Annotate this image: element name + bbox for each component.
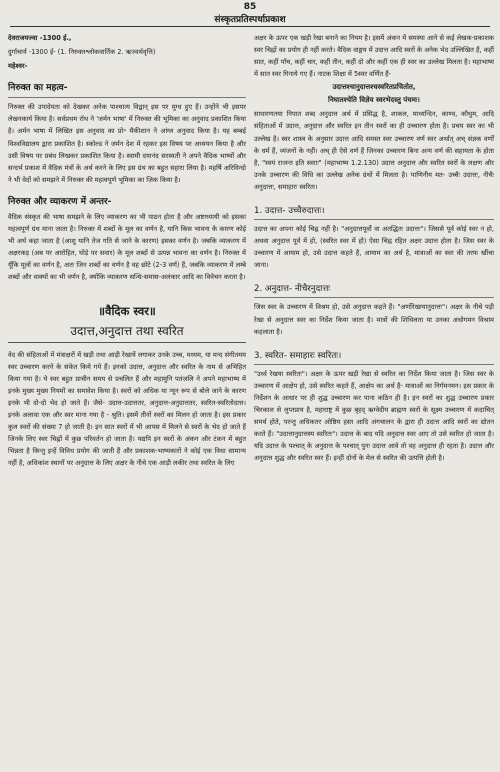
intro-line-1: देवराजयज्वा -1300 ई., — [8, 34, 72, 42]
grammar-paragraph: वैदिक संस्कृत की भाषा समझने के लिए व्याकरण का भी पाठन होता है और अष्टाध्यायी को इसका महत्वपूर्ण ग्रंथ माना जाता है। निरुक्त में शब्दों के मूल का वर्णन है, यानि किस भावना के कारण कोई भी अर्थ कहा जाता है (आशु यानि तेज गति से जाने के कारण) इसका वर्णन है। जबकि व्याकरण में अक्षरकड़ (अब पर आरोहित, घोड़े पर सवार) के मूल शब्दों से उत्पन्न भावना का वर्णन है। निरुक्त में यूँकि मूलों का वर्णन है, अतः जिन शब्दों का वर्णन है वह छोटे (2-3 वर्ण) हैं, जबकि व्याकरण में लम्बे शब्दों और वाक्यों का भी वर्णन है, क्योंकि व्याकरण सन्धि-समास-अलंकार आदि का विवेचन करता है। — [8, 212, 246, 282]
left-column — [8, 32, 246, 471]
running-title: संस्कृतप्रतिस्पर्धाप्रकाश — [214, 15, 286, 25]
vaidik-swar-subtitle: उदात्त,अनुदात्त तथा स्वरित — [8, 324, 246, 343]
page-number: 85 — [243, 2, 257, 12]
sadharan-paragraph: साधारणतया निपात शब्द अनुदात्त अर्थ में प्रसिद्ध है, शाकल, माध्यन्दिन, काण्व, कौथुम, आदि संहिताओं में उदात्त, अनुदात्त और स्वरित इन तीन स्वरों का ही उच्चारण होता है। प्रचय स्वर का भी उल्लेख है। स्वर शास्त्र के अनुसार उदात्त आदि समस्त स्वर उच्चारण वर्ण स्वर अर्थात् अच् संज्ञक वर्णों के धर्म हैं, व्यंजनों के नहीं। अच् ही ऐसे वर्ण हैं जिनका उच्चारण बिना अन्य वर्ण की सहायता के होता है, "स्वयं राजन्त इति स्वराः" (महाभाष्य 1.2.130) उदात्त अनुदात्त और स्वरित स्वरों के लक्षण और उनके उच्चारण की विधि का उल्लेख अनेक ग्रंथों में मिलता है। पाणिनीय मत- उच्चैः उदात्तः, नीचैः अनुदात्तः, समाहारः स्वरितः। — [254, 110, 494, 191]
udatta-rule — [254, 219, 494, 220]
swarit-heading: 3. स्वरित- समाहारः स्वरितः। — [254, 350, 342, 361]
vaidik-swar-title: ॥वैदिक स्वर॥ — [98, 303, 156, 318]
anudatta-rule — [254, 297, 494, 298]
intro-line-2: दुर्गाचार्य -1300 ई- (1. निरुक्तश्लोकवार्तिक 2. ऋज्वर्थवृत्ति) — [8, 48, 156, 57]
continued-paragraph: अक्षर के ऊपर एक खड़ी रेखा बनाने का नियम है। इसमें अंकन में समस्या आने से कई लेखक-प्रकाशक स्वर चिह्नों का प्रयोग ही नहीं करते। वैदिक वाङ्मय में उदात्त आदि स्वरों के अनेक भेद उल्लिखित हैं, कहीं सात, कहीं पाँच, कहीं चार, कहीं तीन, कहीं दो और कहीं एक ही स्वर का उल्लेख मिलता है। महाभाष्य में सात स्वर गिनाये गए हैं। नाटक शिक्षा में 5स्वर वर्णित हैं- — [254, 34, 494, 79]
intro-line-3: महेश्वर- — [8, 62, 28, 71]
right-column — [254, 32, 494, 466]
nirukt-rule — [8, 97, 246, 98]
nirukt-paragraph: निरुक्त की उपादेयता को देखकर अनेक पाश्चात्य विद्वान् इस पर मुग्ध हुए हैं। उन्होंने भी इसपर लेखनकार्य किया है। सर्वप्रथम रॉथ ने 'जर्मन भाषा' में निरुक्त की भूमिका का अनुवाद प्रकाशित किया है। अर्मन भाषा में लिखित इस अनुवाद का प्रो॰ मैकीशान ने आंग्ल अनुवाद किया है। यह बम्बई विश्वविद्यालय द्वारा प्रकाशित है। स्कोल्ड ने जर्मन देश में रहकर इस विषय पर अध्ययन किया है और उसी विषय पर प्रबंध लिखकर प्रकाशित किया है। स्वामी दयानंद सरस्वती ने अपने वैदिक भाष्यों और सन्दर्भ प्रकाश में वैदिक मंत्रों के अर्थ करने के लिए इस ग्रंथ का बहुत सहारा लिया है। महर्षि अरिविन्दो ने भी वेदों को समझने में निरुक्त की महत्वपूर्ण भूमिका का ज़िक किया है। — [8, 103, 246, 184]
anudatta-heading: 2. अनुदात्त- नीचैरनुदात्तः — [254, 284, 331, 295]
anudatta-paragraph: जिस स्वर के उच्चारण में विश्रम हो, उसे अनुदात्त कहते हैं। "अर्णोरेखायानुदात्तः"। अक्षर के नीचे पड़ी रेखा से अनुदात्त स्वर का निर्देश किया जाता है। मात्रों की शिथिलता या उनका अधोगमन विश्राम कहलाता है। — [254, 303, 494, 336]
swarit-rule — [254, 364, 494, 365]
swarit-paragraph: "उर्ध्व रेखया स्वरितः"। अक्षर के ऊपर खड़ी रेखा से स्वरित का निर्देश किया जाता है। जिस स्वर के उच्चारण में आक्षेप हो, उसे स्वरित कहते हैं, आक्षेप का अर्थ है- मात्राओं का निर्गमनमन। इस प्रकार के निर्देशन के आधार पर ही शुद्ध उच्चारण कर पाना कठिन ही है। इन स्वरों का शुद्ध उच्चारण प्रकार चिरकाल से लुप्तप्राय है, महाराष्ट्र में कुछ बृहद् ऋग्वेदीय ब्राह्मण स्वरों के सूक्ष्म उच्चारण में कदाचित् समर्थ होते, परन्तु अधिकतर ओष्ठिय हस्त आदि अंगचालन के द्वारा ही उदात्त आदि स्वरों का द्योतन करते हैं। "उदात्तानुदात्तस्य स्वरितः"। उदात्त के बाद यदि अनुदात्त स्वर आए तो उसे स्वरित हो जाता है। यदि उदात्त के पश्चात् के अनुदात्त के पश्चात् पुनः उदात्त आवे तो वह अनुदात्त ही रहता है। उदात्त और अनुदात्त शुद्ध और स्वरित स्वर हैं। इन्हीं दोनों के मेल से स्वरित की उत्पत्ति होती है। — [254, 369, 494, 463]
verse-line-1: उदात्तश्चानुदात्तश्चस्वरितप्रचितोत, — [332, 83, 416, 92]
header-rule — [10, 26, 490, 27]
verse-line-2: निघातश्चेति विज्ञेय स्वरभेदस्तु पंचमः। — [328, 96, 420, 105]
udatta-heading: 1. उदात्त- उच्चैरुदात्तः। — [254, 206, 325, 217]
udatta-paragraph: उदात्त का अपना कोई चिह्न नहीं है। "अनुदात्तपूर्वो वा अतद्धितः उदात्तः"। जिससे पूर्व कोई स्वर न हो, अथवा अनुदात्त पूर्व में हो, (स्वरित स्वर में हो) ऐसा चिह्न रहित अक्षर उदात्त होता है। जिस स्वर के उच्चारण में आयाम हो, उसे उदात्त कहते हैं, आयाम का अर्थ है, मात्राओं का स्वर की तरफ खींचा जाना। — [254, 225, 494, 270]
nirukt-heading: निरुक्त का महत्व- — [8, 83, 68, 94]
grammar-heading: निरुक्त और व्याकरण में अन्तर- — [8, 196, 112, 207]
vaidik-swar-paragraph: वेद की संहिताओं में मंत्राक्षरों में खड़ी तथा आड़ी रेखायें लगाकर उनके उच्च, मध्यम, या मन्द संगीतमय स्वर उच्चारण करने के संकेत किये गये हैं। इनको उदात्त, अनुदात्त और स्वरित के नाम से अभिहित किया गया है। ये स्वर बहुत प्राचीन समय से प्रचलित हैं और महामुनि पतंजलि ने अपने महाभाष्य में इनके मुख्य मुख्य नियमों का समावेश किया है। स्वरों को अधिक या न्यून रूप से बोले जाने के कारण इनके भी दो-दो भेद हो जाते हैं। जैसे- उदात्त-उदात्ततर, अनुदात्त-अनुदात्ततर, स्वरित-स्वरितोदात्त। इनके अलावा एक और स्वर माना गया है - श्रुति। इसमें तीनों स्वरों का मिलन हो जाता है। इस प्रकार कुल स्वरों की संख्या 7 हो जाती है। इन सात स्वरों में भी आपस में मिलने से स्वरों के भेद हो जाते हैं जिनके लिए स्वर चिह्नों में कुछ परिवर्तन हो जाता है। यद्यपि इन स्वरों के अंकन और टंकन में बहुत भिन्नता है किन्तु इन्हें विविध प्रयोग की जाती हैं और प्रकाशक-भाष्यकारों ने कोई एक विधा सामान्य नहीं है, अधिकांश स्थानों पर अनुदात्त के लिए अक्षर के नीचे एक आड़ी लकीर तथा स्वरित के लिए — [8, 350, 246, 468]
